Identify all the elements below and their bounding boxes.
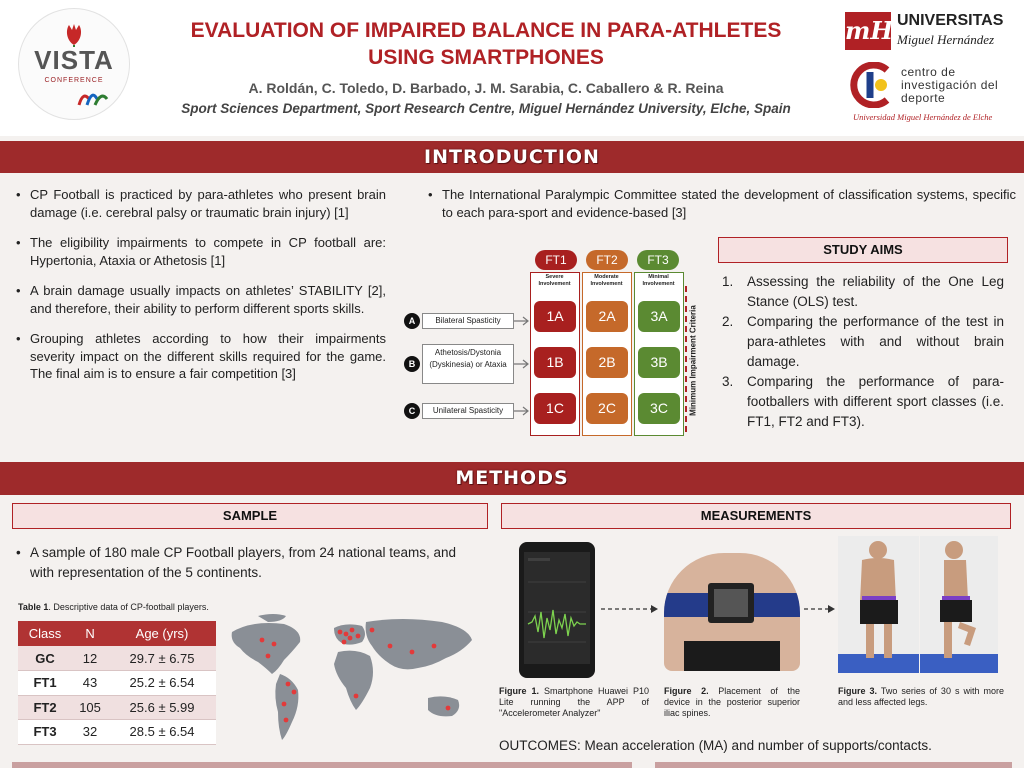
class-cell-2c: 2C	[586, 393, 628, 424]
class-cell-1b: 1B	[534, 347, 576, 378]
one-leg-stance-image-back	[838, 536, 919, 673]
class-cell-3b: 3B	[638, 347, 680, 378]
ipc-bullet-list	[428, 186, 1016, 222]
aim-text: Comparing the performance of para-footballers with different sport classes (i.e. FT1, FT2 and FT3).	[747, 374, 1004, 429]
sample-description	[16, 543, 456, 583]
poster-header	[0, 0, 1024, 136]
figure-2-text: Placement of the device in the posterior superior iliac spines.	[664, 686, 800, 718]
athlete-back-illustration	[838, 536, 919, 673]
condition-b-badge: B	[404, 356, 420, 372]
figure-3-label: Figure 3.	[838, 686, 878, 696]
bottom-section-bar-right	[655, 762, 1012, 768]
poster-title	[150, 17, 822, 71]
minimum-impairment-criteria-label	[686, 290, 700, 434]
descriptive-data-table	[18, 621, 216, 745]
cid-text	[901, 66, 998, 105]
umh-line1: UNIVERSITAS	[897, 12, 1004, 29]
condition-a-badge: A	[404, 313, 420, 329]
sample-bullet: • A sample of 180 male CP Football players, from 24 national teams, and with representation of the 5 continents.	[16, 543, 456, 583]
vista-conference-logo	[18, 8, 130, 120]
table-cell: FT1	[18, 671, 72, 696]
table-cell: 29.7 ± 6.75	[108, 646, 216, 671]
methods-heading: METHODS	[455, 467, 569, 489]
introduction-banner	[0, 141, 1024, 173]
ft2-header: Moderate Involvement	[590, 274, 623, 287]
cid-mark-icon	[847, 62, 893, 108]
condition-b-label: Athetosis/Dystonia (Dyskinesia) or Ataxia	[422, 344, 514, 384]
criteria-text: Minimum Impairment Criteria	[688, 305, 698, 416]
athlete-side-illustration	[920, 536, 998, 673]
aim-item: 3. Comparing the performance of para-footballers with different sport classes (i.e. FT1, FT2 and FT3).	[722, 374, 1004, 429]
table-cell: 32	[72, 720, 108, 745]
classification-diagram	[402, 250, 712, 440]
condition-a-label: Bilateral Spasticity	[422, 313, 514, 329]
ft3-header: Minimal Involvement	[642, 274, 675, 287]
figure-3-caption	[838, 686, 1004, 708]
umh-line2: Miguel Hernández	[897, 32, 995, 47]
introduction-heading: INTRODUCTION	[424, 146, 600, 168]
figure-1-caption	[499, 686, 649, 719]
umh-mark: mH	[845, 12, 891, 50]
cid-line1: centro de	[901, 65, 956, 79]
affiliation: Sport Sciences Department, Sport Research Centre, Miguel Hernández University, Elche, Spain	[181, 101, 791, 116]
one-leg-stance-image-side	[920, 536, 998, 673]
accelerometer-signal	[524, 552, 590, 664]
ft2-column	[582, 272, 632, 436]
logo-text: VISTA	[34, 45, 114, 75]
dashed-arrow-1	[601, 604, 659, 614]
phone-screen	[524, 552, 590, 664]
bottom-section-bar-left	[12, 762, 632, 768]
cid-subtitle: Universidad Miguel Hernández de Elche	[853, 112, 993, 122]
intro-bullets	[16, 186, 386, 396]
umh-logo	[845, 10, 1015, 54]
methods-banner	[0, 462, 1024, 495]
table-row	[18, 671, 216, 696]
study-aims-list	[722, 272, 1004, 432]
ft3-pill: FT3	[637, 250, 679, 270]
table-header-row	[18, 621, 216, 646]
column-header: Age (yrs)	[108, 621, 216, 646]
table-cell: FT2	[18, 695, 72, 720]
aim-item: 2. Comparing the performance of the test in para-athletes with and without brain damage.	[722, 314, 1004, 369]
study-aims-banner: STUDY AIMS	[718, 237, 1008, 263]
intro-bullet: • CP Football is practiced by para-athletes who present brain damage (i.e. cerebral palsy or traumatic brain injury) [1]	[16, 186, 386, 221]
cid-line2: investigación del	[901, 78, 999, 92]
title-line-1: EVALUATION OF IMPAIRED BALANCE IN PARA-ATHLETES	[190, 19, 782, 42]
outcomes-text: OUTCOMES: Mean acceleration (MA) and number of supports/contacts.	[499, 738, 932, 753]
table-caption	[18, 602, 209, 612]
intro-bullet: • Grouping athletes according to how their impairments severity impact on the different skills required for the game. The final aim is to ensure a fair competition [3]	[16, 330, 386, 383]
ft1-pill: FT1	[535, 250, 577, 270]
class-cell-2a: 2A	[586, 301, 628, 332]
agitos-icon	[75, 87, 111, 109]
smartphone-image	[519, 542, 595, 678]
device-placement-image	[664, 553, 800, 671]
aim-item: 1. Assessing the reliability of the One Leg Stance (OLS) test.	[722, 274, 1004, 309]
measurements-banner: MEASUREMENTS	[501, 503, 1011, 529]
ft1-column	[530, 272, 580, 436]
title-line-2: USING SMARTPHONES	[368, 46, 604, 69]
intro-bullet: • A brain damage usually impacts on athletes’ STABILITY [2], and therefore, their ability to perform different sports skills.	[16, 282, 386, 317]
table-caption-label: Table 1	[18, 602, 49, 612]
class-cell-3a: 3A	[638, 301, 680, 332]
class-cell-1a: 1A	[534, 301, 576, 332]
cid-logo	[845, 58, 1015, 124]
world-map-image	[222, 612, 490, 750]
table-row	[18, 646, 216, 671]
condition-c-badge: C	[404, 403, 420, 419]
ft1-header: Severe Involvement	[538, 274, 571, 287]
figure-1-label: Figure 1.	[499, 686, 539, 696]
table-cell: 105	[72, 695, 108, 720]
aim-text: Comparing the performance of the test in para-athletes with and without brain damage.	[747, 314, 1004, 369]
class-cell-1c: 1C	[534, 393, 576, 424]
cid-line3: deporte	[901, 91, 946, 105]
figure-3-text: Two series of 30 s with more and less affected legs.	[838, 686, 1004, 707]
figure-2-label: Figure 2.	[664, 686, 709, 696]
sample-banner: SAMPLE	[12, 503, 488, 529]
figure-1-text: Smartphone Huawei P10 Lite running the APP of "Accelerometer Analyzer"	[499, 686, 650, 718]
table-cell: 12	[72, 646, 108, 671]
table-cell: 43	[72, 671, 108, 696]
dashed-arrow-2	[804, 604, 836, 614]
belt-device-illustration	[664, 553, 800, 671]
table-row	[18, 695, 216, 720]
figure-2-caption	[664, 686, 800, 719]
authors: A. Roldán, C. Toledo, D. Barbado, J. M. Sarabia, C. Caballero & R. Reina	[248, 80, 724, 96]
table-row	[18, 720, 216, 745]
table-cell: 28.5 ± 6.54	[108, 720, 216, 745]
table-cell: FT3	[18, 720, 72, 745]
class-cell-3c: 3C	[638, 393, 680, 424]
ft2-pill: FT2	[586, 250, 628, 270]
aim-text: Assessing the reliability of the One Leg Stance (OLS) test.	[747, 274, 1004, 309]
table-cell: GC	[18, 646, 72, 671]
table-cell: 25.6 ± 5.99	[108, 695, 216, 720]
table-cell: 25.2 ± 6.54	[108, 671, 216, 696]
column-header: N	[72, 621, 108, 646]
logo-subtext: CONFERENCE	[44, 77, 104, 84]
intro-bullet: • The eligibility impairments to compete in CP football are: Hypertonia, Ataxia or Athetosis [1]	[16, 234, 386, 269]
class-cell-2b: 2B	[586, 347, 628, 378]
column-header: Class	[18, 621, 72, 646]
condition-c-label: Unilateral Spasticity	[422, 403, 514, 419]
condition-arrows	[514, 310, 532, 426]
ft3-column	[634, 272, 684, 436]
tulip-icon	[53, 21, 95, 47]
ipc-bullet: • The International Paralympic Committee stated the development of classification systems, specific to each para-sport and evidence-based [3]	[428, 186, 1016, 222]
table-caption-text: . Descriptive data of CP-football players.	[48, 602, 209, 612]
